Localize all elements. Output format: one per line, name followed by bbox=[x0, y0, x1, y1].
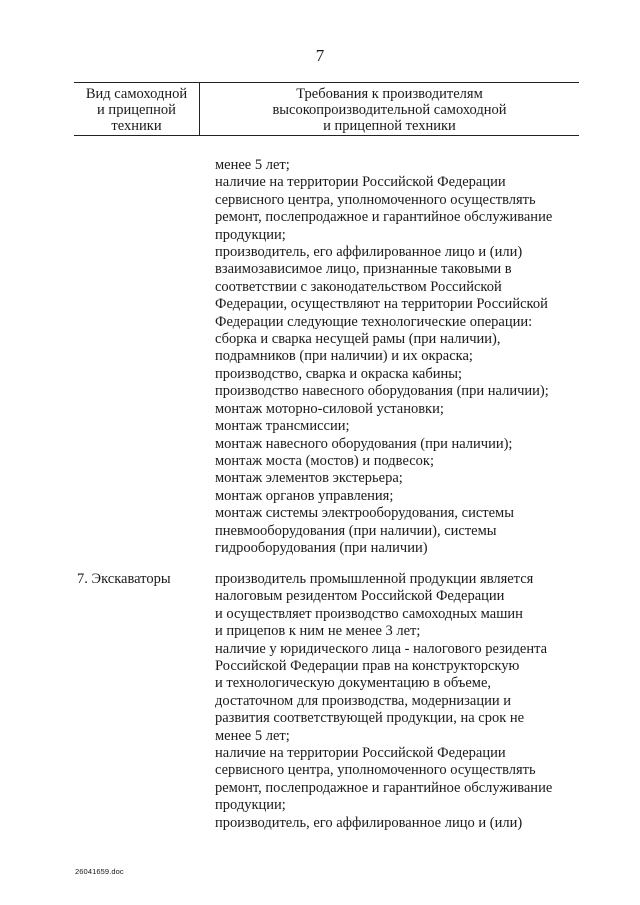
requirement-line: и прицепов к ним не менее 3 лет; bbox=[215, 623, 421, 640]
requirement-line: продукции; bbox=[215, 797, 286, 814]
requirement-line: подрамников (при наличии) и их окраска; bbox=[215, 348, 473, 365]
category-excavators: 7. Экскаваторы bbox=[77, 571, 171, 587]
requirement-line: и технологическую документацию в объеме, bbox=[215, 675, 492, 692]
requirement-line: взаимозависимое лицо, признанные таковыми в bbox=[215, 261, 512, 278]
requirement-line: производитель, его аффилированное лицо и (или) bbox=[215, 244, 523, 261]
requirement-line: сборка и сварка несущей рамы (при наличии), bbox=[215, 331, 501, 348]
requirement-line: гидрооборудования (при наличии) bbox=[215, 539, 428, 556]
header-text-line: Требования к производителям bbox=[296, 86, 483, 102]
requirement-line: монтаж органов управления; bbox=[215, 487, 394, 504]
header-cell-requirements bbox=[200, 86, 579, 134]
header-text-line: высокопроизводительной самоходной bbox=[272, 102, 507, 118]
requirement-line: монтаж системы электрооборудования, системы bbox=[215, 505, 514, 522]
requirement-line: сервисного центра, уполномоченного осуществлять bbox=[215, 762, 536, 779]
requirement-line: ремонт, послепродажное и гарантийное обслуживание bbox=[215, 209, 553, 226]
requirement-line: достаточном для производства, модернизации и bbox=[215, 692, 511, 709]
requirement-line: Федерации следующие технологические операции: bbox=[215, 313, 533, 330]
header-cell-equipment-type bbox=[74, 86, 199, 134]
document-reference: 26041659.doc bbox=[75, 867, 124, 876]
header-text-line: и прицепной техники bbox=[323, 118, 456, 134]
requirement-line: наличие у юридического лица - налогового резидента bbox=[215, 640, 548, 657]
requirement-line: ремонт, послепродажное и гарантийное обслуживание bbox=[215, 779, 553, 796]
header-text-line: Вид самоходной bbox=[85, 86, 188, 102]
requirement-line: монтаж моторно-силовой установки; bbox=[215, 400, 444, 417]
page-number: 7 bbox=[315, 46, 325, 65]
table-header bbox=[74, 82, 579, 136]
header-text-line: техники bbox=[111, 118, 162, 134]
continued-requirements bbox=[215, 157, 552, 557]
header-text-line: и прицепной bbox=[97, 102, 176, 118]
requirement-line: монтаж элементов экстерьера; bbox=[215, 470, 403, 487]
requirement-line: производитель промышленной продукции является bbox=[215, 571, 534, 587]
requirement-line: производство навесного оборудования (при наличии); bbox=[215, 383, 549, 400]
requirement-line: производство, сварка и окраска кабины; bbox=[215, 365, 463, 382]
requirement-line: монтаж навесного оборудования (при наличии); bbox=[215, 435, 513, 452]
requirement-line: продукции; bbox=[215, 226, 286, 243]
requirement-line: Федерации, осуществляют на территории Российской bbox=[215, 296, 548, 313]
requirement-line: сервисного центра, уполномоченного осуществлять bbox=[215, 191, 536, 208]
requirement-line: налоговым резидентом Российской Федерации bbox=[215, 588, 505, 605]
requirement-line: и осуществляет производство самоходных машин bbox=[215, 605, 523, 622]
requirement-line: наличие на территории Российской Федерации bbox=[215, 745, 506, 762]
requirement-line: наличие на территории Российской Федерации bbox=[215, 174, 506, 191]
requirement-line: монтаж трансмиссии; bbox=[215, 418, 350, 435]
requirement-line: менее 5 лет; bbox=[215, 157, 290, 173]
requirement-line: монтаж моста (мостов) и подвесок; bbox=[215, 452, 434, 469]
excavator-requirements bbox=[215, 571, 552, 832]
requirement-line: менее 5 лет; bbox=[215, 727, 290, 744]
requirement-line: развития соответствующей продукции, на срок не bbox=[215, 710, 525, 727]
requirement-line: пневмооборудования (при наличии), системы bbox=[215, 522, 497, 539]
requirement-line: Российской Федерации прав на конструкторскую bbox=[215, 658, 520, 675]
requirement-line: соответствии с законодательством Российской bbox=[215, 278, 502, 295]
requirement-line: производитель, его аффилированное лицо и (или) bbox=[215, 814, 523, 831]
